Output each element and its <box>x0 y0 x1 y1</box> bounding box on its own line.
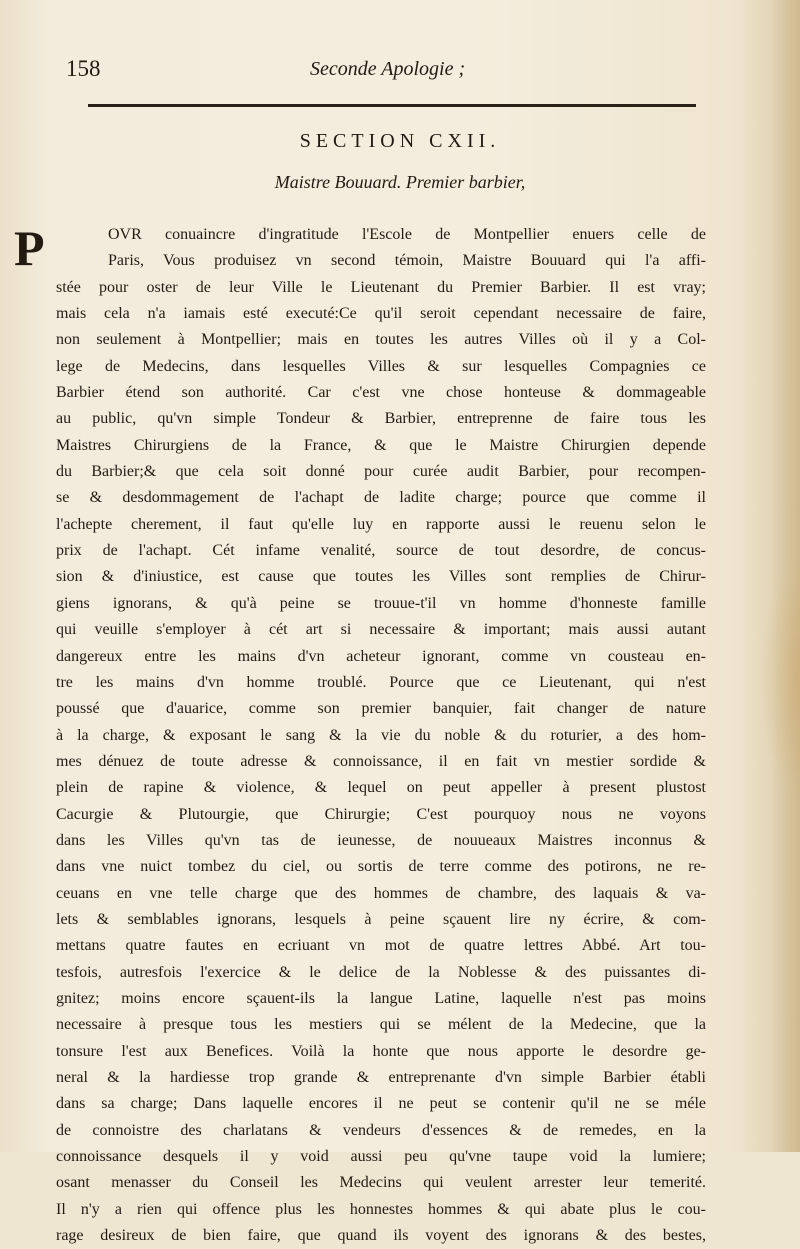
text-line: au public, qu'vn simple Tondeur & Barbier, entreprenne de faire tous les <box>56 410 706 428</box>
text-line: giens ignorans, & qu'à peine se trouue-t'il vn homme d'honneste famille <box>56 594 706 612</box>
text-line: dans vne nuict tombez du ciel, ou sortis de terre comme des potirons, ne re- <box>56 858 706 876</box>
text-line: sion & d'iniustice, est cause que toutes les Villes sont remplies de Chirur- <box>56 568 706 586</box>
text-line: mes dénuez de toute adresse & connoissance, il en fait vn mestier sordide & <box>56 752 706 770</box>
header-rule <box>88 104 696 107</box>
text-line: tre les mains d'vn homme troublé. Pource que ce Lieutenant, qui n'est <box>56 673 706 691</box>
text-line: tonsure l'est aux Benefices. Voilà la honte que nous apporte le desordre ge- <box>56 1042 706 1060</box>
text-line: OVR conuaincre d'ingratitude l'Escole de Montpellier enuers celle de <box>108 226 706 243</box>
text-line: Barbier étend son authorité. Car c'est vne chose honteuse & dommageable <box>56 384 706 402</box>
running-title: Seconde Apologie ; <box>310 58 466 80</box>
text-line: non seulement à Montpellier; mais en toutes les autres Villes où il y a Col- <box>56 331 706 349</box>
text-line: dangereux entre les mains d'vn acheteur ignorant, comme vn cousteau en- <box>56 647 706 665</box>
text-line: lets & semblables ignorans, lesquels à peine sçauent lire ny écrire, & com- <box>56 910 706 928</box>
section-subtitle: Maistre Bouuard. Premier barbier, <box>274 172 526 192</box>
text-line: dans les Villes qu'vn tas de ieunesse, de nouueaux Maistres inconnus & <box>56 831 706 849</box>
text-line: stée pour oster de leur Ville le Lieutenant du Premier Barbier. Il est vray; <box>56 278 706 296</box>
text-line: prix de l'achapt. Cét infame venalité, source de tout desordre, de concus- <box>56 542 706 560</box>
text-line: se & desdommagement de l'achapt de ladite charge; pource que comme il <box>56 489 706 507</box>
text-line: osant menasser du Conseil les Medecins qui veulent arrester leur temerité. <box>56 1174 706 1192</box>
text-line: rage desireux de bien faire, que quand ils voyent des ignorans & des bestes, <box>56 1227 706 1245</box>
text-line: lege de Medecins, dans lesquelles Villes & sur lesquelles Compagnies ce <box>56 357 706 375</box>
text-line: plein de rapine & violence, & lequel on peut appeller à present plustost <box>56 779 706 797</box>
text-line: du Barbier;& que cela soit donné pour curée audit Barbier, pour recompen- <box>56 463 706 481</box>
page-number: 158 <box>66 56 101 81</box>
text-line: de connoistre des charlatans & vendeurs d'essences & de remedes, en la <box>56 1121 706 1139</box>
text-line: Cacurgie & Plutourgie, que Chirurgie; C'est pourquoy nous ne voyons <box>56 805 706 823</box>
text-line: connoissance desquels il y void aussi peu qu'vne taupe void la lumiere; <box>56 1148 706 1166</box>
text-line: tesfois, autresfois l'exercice & le delice de la Noblesse & des puissantes di- <box>56 963 706 981</box>
section-title: SECTION CXII. <box>299 130 501 152</box>
paper-stain <box>760 560 800 800</box>
text-line: qui veuille s'employer à cét art si necessaire & important; mais aussi autant <box>56 621 706 639</box>
text-line: Il n'y a rien qui offence plus les honnestes hommes & qui abate plus le cou- <box>56 1200 706 1218</box>
text-line: poussé que d'auarice, comme son premier banquier, fait changer de nature <box>56 700 706 718</box>
text-line: neral & la hardiesse trop grande & entreprenante d'vn simple Barbier établi <box>56 1069 706 1086</box>
body-text <box>56 222 706 1249</box>
text-line: dans sa charge; Dans laquelle encores il ne peut se contenir qu'il ne se méle <box>56 1095 706 1113</box>
text-line: Paris, Vous produisez vn second témoin, Maistre Bouuard qui l'a affi- <box>108 252 706 270</box>
text-line: ceuans en vne telle charge que des hommes de chambre, des laquais & va- <box>56 884 706 902</box>
text-line: mettans quatre fautes en ecriuant vn mot de quatre lettres Abbé. Art tou- <box>56 937 706 955</box>
drop-cap: P <box>14 220 45 276</box>
text-line: l'achepte cherement, il faut qu'elle luy en rapporte aussi le reuenu selon le <box>56 515 706 533</box>
running-header <box>66 52 706 88</box>
text-line: à la charge, & exposant le sang & la vie du noble & du roturier, a des hom- <box>56 726 706 744</box>
text-line: necessaire à presque tous les mestiers qui se mélent de la Medecine, que la <box>56 1016 706 1034</box>
text-line: mais cela n'a iamais esté executé:Ce qu'il seroit cependant necessaire de faire, <box>56 305 706 323</box>
text-line: gnitez; moins encore sçauent-ils la langue Latine, laquelle n'est pas moins <box>56 989 706 1007</box>
text-line: Maistres Chirurgiens de la France, & que le Maistre Chirurgien depende <box>56 436 706 454</box>
